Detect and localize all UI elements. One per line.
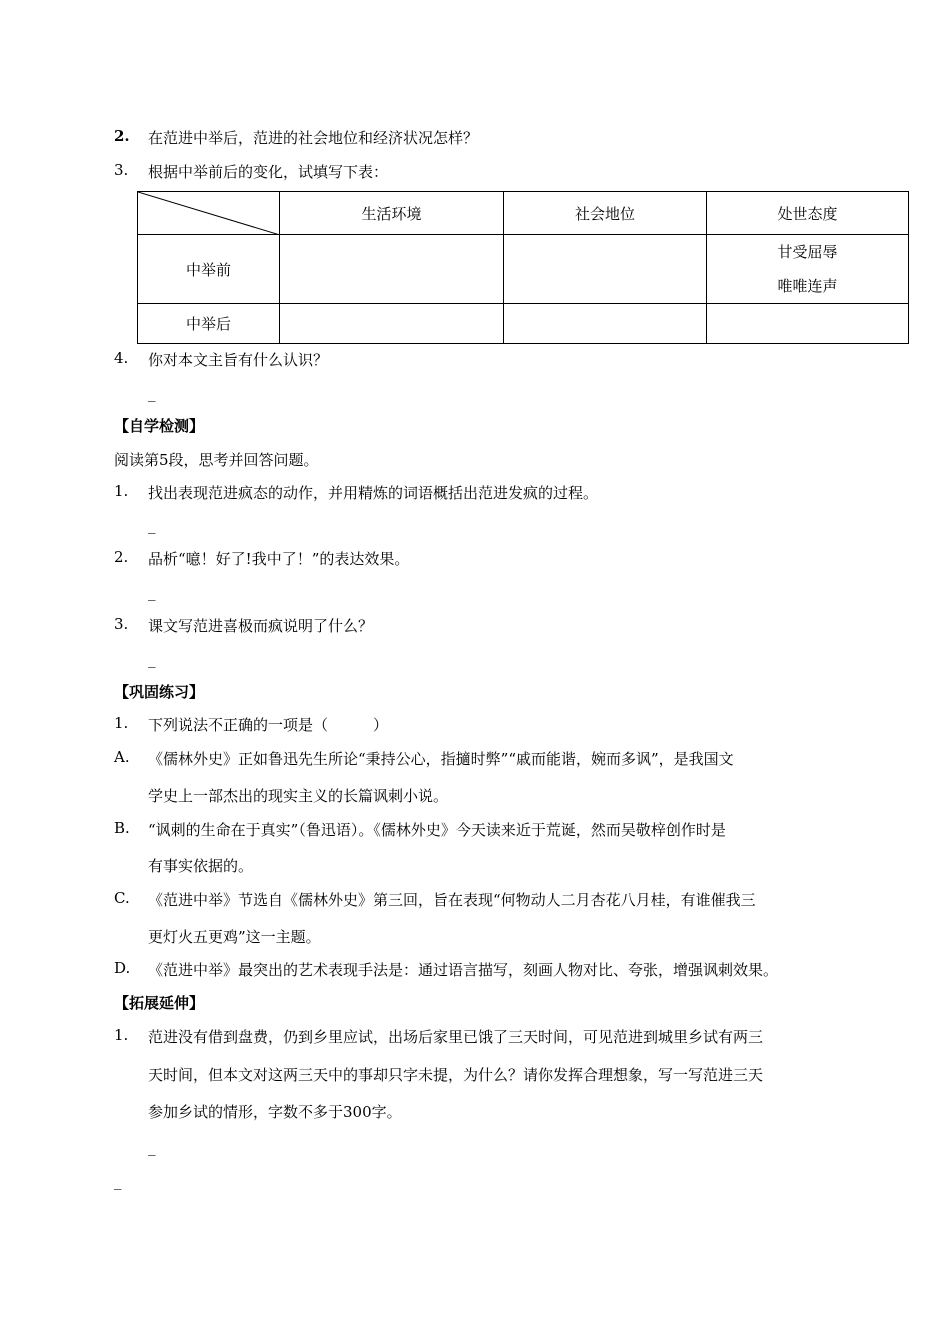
header-living-environment: 生活环境: [280, 192, 504, 235]
diagonal-header-cell: [138, 192, 280, 235]
extension-1-line-3: 参加乡试的情形，字数不多于300字。: [148, 1103, 402, 1121]
diagonal-line: [138, 192, 280, 235]
section-heading-self-test: 【自学检测】: [114, 417, 205, 435]
answer-blank: _: [148, 583, 156, 601]
option-a-line-1: 《儒林外史》正如鲁迅先生所论“秉持公心，指擿时弊”“戚而能谐，婉而多讽”，是我国文: [148, 750, 734, 768]
section-heading-practice: 【巩固练习】: [114, 683, 205, 701]
row-label-before: 中举前: [138, 235, 280, 304]
practice-question-text: 下列说法不正确的一项是（ ）: [148, 716, 389, 734]
question-4-text: 你对本文主旨有什么认识？: [148, 351, 329, 369]
question-3-number: 3.: [114, 161, 129, 179]
question-2-text: 在范进中举后，范进的社会地位和经济状况怎样？: [148, 129, 479, 147]
cell-before-status: [504, 235, 707, 304]
self-test-3-text: 课文写范进喜极而疯说明了什么？: [148, 617, 374, 635]
self-test-intro: 阅读第5段，思考并回答问题。: [114, 451, 319, 469]
cell-before-attitude: [707, 235, 909, 304]
answer-blank: _: [148, 384, 156, 402]
self-test-2-text: 品析“噫！好了!我中了！”的表达效果。: [148, 550, 410, 568]
answer-blank: _: [114, 1172, 122, 1190]
header-social-status: 社会地位: [504, 192, 707, 235]
option-b-letter: B.: [114, 819, 130, 837]
cell-after-status: [504, 304, 707, 344]
attitude-line-2: 唯唯连声: [777, 277, 838, 295]
question-2-number: 2.: [114, 127, 130, 145]
self-test-3-number: 3.: [114, 615, 129, 633]
row-label-after: 中举后: [138, 304, 280, 344]
question-3-text: 根据中举前后的变化，试填写下表：: [148, 163, 389, 181]
self-test-1-number: 1.: [114, 482, 129, 500]
option-d-line-1: 《范进中举》最突出的艺术表现手法是：通过语言描写，刻画人物对比、夸张，增强讽刺效果。: [148, 961, 779, 979]
comparison-table: [137, 191, 909, 344]
option-c-letter: C.: [114, 889, 130, 907]
option-b-line-1: “讽刺的生命在于真实”（鲁迅语）。《儒林外史》今天读来近于荒诞，然而吴敬梓创作时是: [148, 821, 726, 839]
option-c-line-2: 更灯火五更鸡”这一主题。: [148, 928, 321, 946]
option-a-letter: A.: [114, 748, 130, 766]
cell-after-attitude: [707, 304, 909, 344]
header-attitude: 处世态度: [707, 192, 909, 235]
option-a-line-2: 学史上一部杰出的现实主义的长篇讽刺小说。: [148, 787, 449, 805]
extension-1-line-2: 天时间，但本文对这两三天中的事却只字未提，为什么？请你发挥合理想象，写一写范进三天: [148, 1066, 764, 1084]
section-heading-extension: 【拓展延伸】: [114, 994, 205, 1012]
answer-blank: _: [148, 1138, 156, 1156]
extension-1-line-1: 范进没有借到盘费，仍到乡里应试，出场后家里已饿了三天时间，可见范进到城里乡试有两三: [148, 1028, 764, 1046]
answer-blank: _: [148, 516, 156, 534]
practice-question-number: 1.: [114, 714, 129, 732]
answer-blank: _: [148, 650, 156, 668]
option-d-letter: D.: [114, 959, 131, 977]
question-4-number: 4.: [114, 349, 129, 367]
option-b-line-2: 有事实依据的。: [148, 857, 254, 875]
attitude-line-1: 甘受屈辱: [777, 243, 838, 261]
option-c-line-1: 《范进中举》节选自《儒林外史》第三回，旨在表现“何物动人二月杏花八月桂，有谁催我三: [148, 891, 756, 909]
cell-before-environment: [280, 235, 504, 304]
cell-after-environment: [280, 304, 504, 344]
extension-1-number: 1.: [114, 1026, 129, 1044]
self-test-1-text: 找出表现范进疯态的动作，并用精炼的词语概括出范进发疯的过程。: [148, 484, 599, 502]
self-test-2-number: 2.: [114, 548, 129, 566]
